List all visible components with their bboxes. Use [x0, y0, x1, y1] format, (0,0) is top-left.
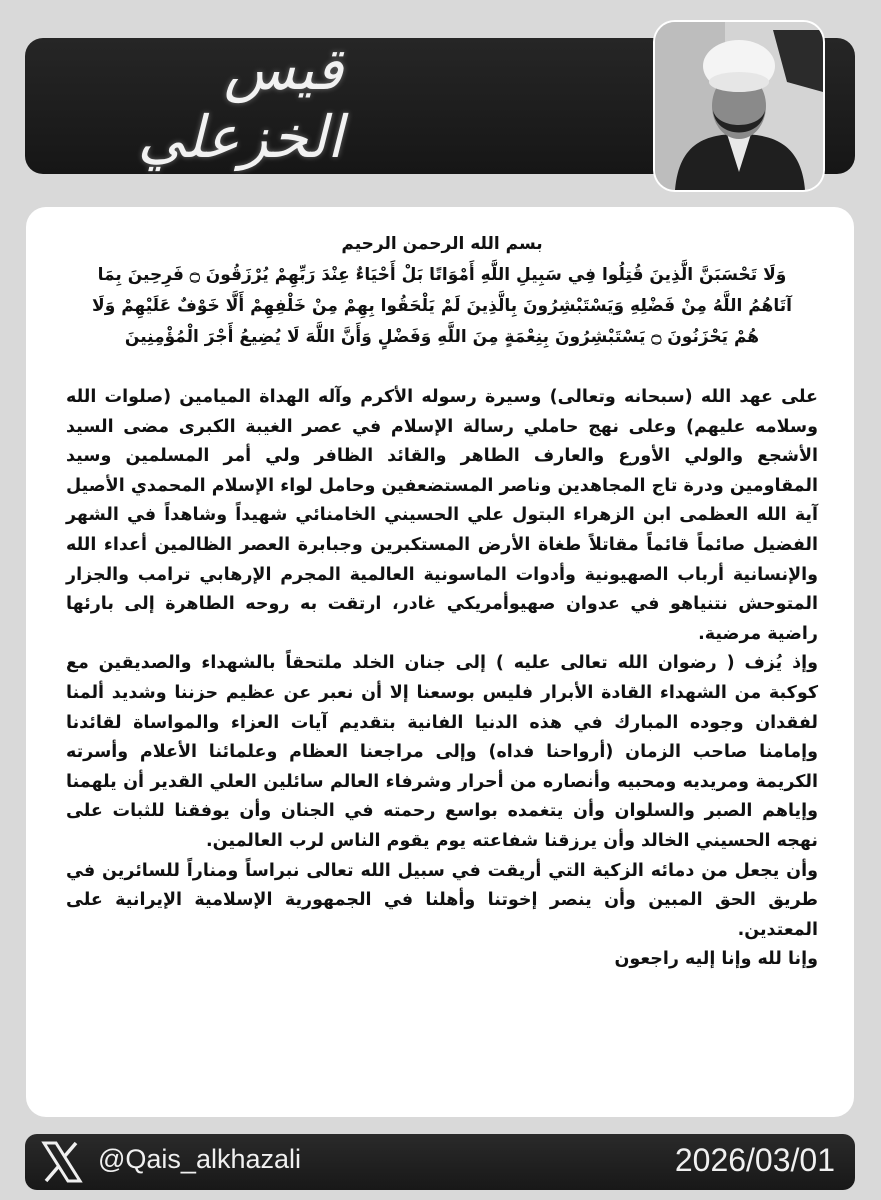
paragraph: وإذ يُزف ( رضوان الله تعالى عليه ) إلى جنان الخلد ملتحقاً بالشهداء والصديقين مع كوكبة من الشهداء القادة الأبرار فليس بوسعنا إلا أن نعبر عن عظيم حزننا وشديد ألمنا لفقدان وجوده المبارك في هذه الدنيا الفانية بتقديم آيات العزاء والمواساة لقائدنا وإمامنا صاحب الزمان (أرواحنا فداه) وإلى مراجعنا العظام وعلمائنا الأعلام وأسرته الكريمة ومريديه ومحبيه وأنصاره من أحرار وشرفاء العالم سائلين العلي القدير أن يلهمنا وإياهم الصبر والسلوان وأن يتغمده بواسع رحمته في الجنان وأن يوفقنا للثبات على نهجه الحسيني الخالد وأن يرزقنا شفاعته يوم يقوم الناس لرب العالمين.: [66, 653, 818, 851]
portrait-photo: [655, 22, 823, 190]
statement-card: [26, 207, 854, 1117]
verse-line: هُمْ يَحْزَنُونَ ۝ يَسْتَبْشِرُونَ بِنِعْمَةٍ مِنَ اللَّهِ وَفَضْلٍ وَأَنَّ اللَّهَ لَا يُضِيعُ أَجْرَ الْمُؤْمِنِينَ: [124, 327, 760, 347]
basmala: بسم الله الرحمن الرحيم: [341, 234, 543, 254]
verse-line: وَلَا تَحْسَبَنَّ الَّذِينَ قُتِلُوا فِي سَبِيلِ اللَّهِ أَمْوَاتًا بَلْ أَحْيَاءٌ عِنْدَ رَبِّهِمْ يُرْزَقُونَ ۝ فَرِحِينَ بِمَا: [97, 265, 787, 285]
account-handle[interactable]: @Qais_alkhazali: [98, 1144, 302, 1174]
footer-bar: [25, 1134, 855, 1190]
post-date: 2026/03/01: [674, 1142, 835, 1178]
quran-verse: [66, 229, 818, 353]
paragraph: وأن يجعل من دمائه الزكية التي أريقت في سبيل الله تعالى نبراساً ومناراً للسائرين في طريق الحق المبين وأن ينصر إخوتنا وأهلنا في الجمهورية الإسلامية الإيرانية على المعتدين.: [66, 860, 818, 940]
x-logo-icon[interactable]: [36, 1137, 86, 1187]
closing-line: وإنا لله وإنا إليه راجعون: [614, 949, 818, 970]
calligraphy-logo: قيس الخزعلي: [137, 35, 343, 171]
statement-text: [66, 229, 818, 975]
verse-line: آتَاهُمُ اللَّهُ مِنْ فَضْلِهِ وَيَسْتَبْشِرُونَ بِالَّذِينَ لَمْ يَلْحَقُوا بِهِمْ مِنْ خَلْفِهِمْ أَلَّا خَوْفٌ عَلَيْهِمْ وَلَا: [92, 296, 792, 316]
paragraph: على عهد الله (سبحانه وتعالى) وسيرة رسوله الأكرم وآله الهداة الميامين (صلوات الله وسلامه عليهم) وعلى نهج حاملي رسالة الإسلام في عصر الغيبة الكبرى مضى السيد الأشجع والولي الأورع والعارف الطاهر والقائد الظافر ولي أمر المسلمين وسيد المقاومين ودرة تاج المجاهدين وناصر المستضعفين وحامل لواء الإسلام المحمدي الأصيل آية الله العظمى ابن الزهراء البتول علي الحسيني الخامنائي شهيداً وشاهداً في الشهر الفضيل صائماً قائماً مقاتلاً طغاة الأرض المستكبرين وجبابرة العصر الظالمين أعداء الله والإنسانية أرباب الصهيونية وأدوات الماسونية العالمية المجرم الإرهابي ترامب والجزار المتوحش نتنياهو في عدوان صهيوأمريكي غادر، ارتقت به روحه الطاهرة إلى بارئها راضية مرضية.: [66, 387, 818, 644]
